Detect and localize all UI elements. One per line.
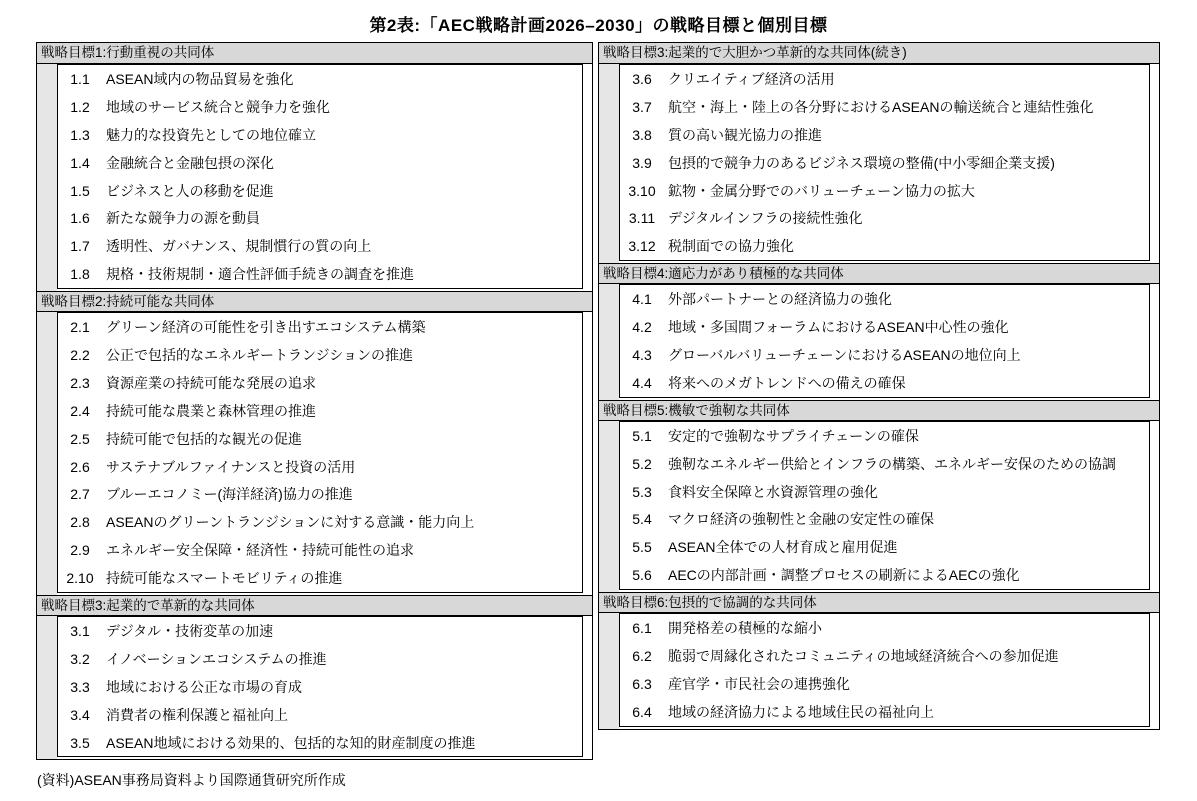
objective-label: グリーン経済の可能性を引き出すエコシステム構築: [106, 319, 426, 336]
objective-row: [620, 478, 1149, 506]
objective-number: 4.1: [632, 291, 652, 308]
objective-label: 強靭なエネルギー供給とインフラの構築、エネルギー安保のための協調: [668, 455, 1116, 472]
objective-number: 1.1: [70, 70, 90, 87]
objective-row: [620, 232, 1149, 260]
objective-number: 2.5: [70, 430, 90, 447]
section-gutter: [37, 616, 57, 759]
objective-label: イノベーションエコシステムの推進: [106, 650, 327, 667]
objective-list: [619, 64, 1150, 261]
objective-number: 1.2: [70, 98, 90, 115]
objective-row: [620, 422, 1149, 450]
objective-number: 5.5: [632, 539, 652, 556]
objective-number: 3.5: [70, 734, 90, 751]
objective-number: 2.3: [70, 374, 90, 391]
section-gutter: [599, 421, 619, 592]
objective-label: マクロ経済の強靭性と金融の安定性の確保: [668, 511, 934, 528]
objective-row: [58, 93, 582, 121]
objective-number: 2.1: [70, 319, 90, 336]
objective-number: 5.3: [632, 483, 652, 500]
objective-row: [620, 614, 1149, 642]
objective-number: 5.1: [632, 427, 652, 444]
objective-number: 4.2: [632, 319, 652, 336]
section-header: 戦略目標1:行動重視の共同体: [37, 43, 592, 64]
objective-number: 1.4: [70, 154, 90, 171]
objective-label: 外部パートナーとの経済協力の強化: [668, 291, 892, 308]
objective-row: [620, 698, 1149, 726]
objective-number: 2.6: [70, 458, 90, 475]
objective-list: [57, 64, 583, 289]
objective-label: 食料安全保障と水資源管理の強化: [668, 483, 878, 500]
objective-row: [58, 425, 582, 453]
objective-label: グローバルバリューチェーンにおけるASEANの地位向上: [668, 346, 1021, 363]
objective-number: 1.7: [70, 238, 90, 255]
objective-row: [620, 450, 1149, 478]
objective-row: [58, 149, 582, 177]
objective-row: [620, 561, 1149, 589]
objective-label: 地域における公正な市場の育成: [106, 678, 302, 695]
objective-number: 1.5: [70, 182, 90, 199]
section-header: 戦略目標2:持続可能な共同体: [37, 291, 592, 312]
objective-label: 航空・海上・陸上の各分野におけるASEANの輸送統合と連結性強化: [668, 98, 1094, 115]
objective-row: [58, 673, 582, 701]
objective-number: 5.4: [632, 511, 652, 528]
objective-row: [58, 341, 582, 369]
objective-label: 持続可能なスマートモビリティの推進: [106, 570, 343, 587]
objective-row: [58, 260, 582, 288]
objective-row: [58, 121, 582, 149]
section-body: [599, 613, 1159, 729]
objective-number: 5.2: [632, 455, 652, 472]
objective-row: [58, 397, 582, 425]
objective-number: 1.3: [70, 126, 90, 143]
section-gutter: [599, 64, 619, 263]
objective-row: [58, 729, 582, 757]
objective-label: 安定的で強靭なサプライチェーンの確保: [668, 427, 919, 444]
objective-label: 消費者の権利保護と福祉向上: [106, 706, 288, 723]
objective-label: 持続可能な農業と森林管理の推進: [106, 402, 316, 419]
objective-number: 2.7: [70, 486, 90, 503]
objective-row: [620, 149, 1149, 177]
objective-number: 3.12: [628, 238, 656, 255]
objective-label: ビジネスと人の移動を促進: [106, 182, 274, 199]
objective-number: 3.4: [70, 706, 90, 723]
objective-label: 規格・技術規制・適合性評価手続きの調査を推進: [106, 266, 414, 283]
objective-number: 1.8: [70, 266, 90, 283]
objective-label: 税制面での協力強化: [668, 238, 794, 255]
table-column-right: [598, 42, 1160, 730]
objective-number: 2.8: [70, 514, 90, 531]
section-header: 戦略目標3:起業的で革新的な共同体: [37, 595, 592, 616]
objective-number: 6.1: [632, 620, 652, 637]
objective-row: [620, 121, 1149, 149]
objective-row: [620, 65, 1149, 93]
objective-number: 1.6: [70, 210, 90, 227]
objective-row: [58, 177, 582, 205]
objective-label: 開発格差の積極的な縮小: [668, 620, 822, 637]
objective-label: 金融統合と金融包摂の深化: [106, 154, 274, 171]
objective-label: 地域のサービス統合と競争力を強化: [106, 98, 330, 115]
objective-label: AECの内部計画・調整プロセスの刷新によるAECの強化: [668, 567, 1020, 584]
objective-label: 地域の経済協力による地域住民の福祉向上: [668, 703, 934, 720]
objective-row: [620, 642, 1149, 670]
objective-label: 魅力的な投資先としての地位確立: [106, 126, 316, 143]
page-title: 第2表:「AEC戦略計画2026–2030」の戦略目標と個別目標: [369, 16, 828, 35]
objective-row: [620, 313, 1149, 341]
objective-list: [57, 312, 583, 593]
objective-label: 質の高い観光協力の推進: [668, 126, 822, 143]
objective-list: [619, 421, 1150, 590]
objective-number: 3.1: [70, 622, 90, 639]
section-gutter: [599, 284, 619, 400]
objective-row: [620, 93, 1149, 121]
objective-number: 3.9: [632, 154, 652, 171]
objective-row: [58, 65, 582, 93]
table-column-left: [36, 42, 593, 760]
objective-row: [58, 313, 582, 341]
objective-list: [619, 613, 1150, 727]
objective-row: [58, 536, 582, 564]
section-body: [37, 312, 592, 595]
objective-label: ASEANのグリーントランジションに対する意識・能力向上: [106, 514, 475, 531]
objective-label: 将来へのメガトレンドへの備えの確保: [668, 374, 906, 391]
objective-label: デジタルインフラの接続性強化: [668, 210, 863, 227]
objective-row: [58, 204, 582, 232]
section-body: [599, 284, 1159, 400]
objective-number: 2.10: [66, 570, 94, 587]
source-note: (資料)ASEAN事務局資料より国際通貨研究所作成: [37, 772, 346, 788]
objective-row: [58, 508, 582, 536]
objective-row: [58, 369, 582, 397]
objective-label: 透明性、ガバナンス、規制慣行の質の向上: [106, 238, 372, 255]
section-header: 戦略目標3:起業的で大胆かつ革新的な共同体(続き): [599, 43, 1159, 64]
objective-label: 新たな競争力の源を動員: [106, 210, 260, 227]
section-header: 戦略目標5:機敏で強靭な共同体: [599, 400, 1159, 421]
objective-label: サステナブルファイナンスと投資の活用: [106, 458, 356, 475]
objective-row: [58, 701, 582, 729]
objective-number: 6.3: [632, 675, 652, 692]
objective-number: 3.10: [628, 182, 656, 199]
section-header: 戦略目標4:適応力があり積極的な共同体: [599, 263, 1159, 284]
objective-label: デジタル・技術変革の加速: [106, 622, 274, 639]
objective-label: ASEAN全体での人材育成と雇用促進: [668, 539, 898, 556]
objective-number: 5.6: [632, 567, 652, 584]
section-gutter: [37, 312, 57, 595]
objective-label: エネルギー安全保障・経済性・持続可能性の追求: [106, 542, 414, 559]
objective-label: ASEAN域内の物品貿易を強化: [106, 70, 294, 87]
objective-number: 2.9: [70, 542, 90, 559]
objective-label: 産官学・市民社会の連携強化: [668, 675, 850, 692]
section-body: [37, 64, 592, 291]
objective-label: 鉱物・金属分野でのバリューチェーン協力の拡大: [668, 182, 975, 199]
objective-list: [619, 284, 1150, 398]
objective-number: 3.8: [632, 126, 652, 143]
objective-row: [620, 670, 1149, 698]
objective-label: 包摂的で競争力のあるビジネス環境の整備(中小零細企業支援): [668, 154, 1055, 171]
objective-row: [620, 177, 1149, 205]
objective-number: 3.7: [632, 98, 652, 115]
objective-row: [58, 480, 582, 508]
objective-row: [58, 453, 582, 481]
objective-row: [620, 341, 1149, 369]
objective-number: 6.2: [632, 647, 652, 664]
objective-number: 3.11: [628, 210, 656, 227]
objective-row: [58, 645, 582, 673]
objective-number: 2.4: [70, 402, 90, 419]
section-gutter: [37, 64, 57, 291]
objective-label: 地域・多国間フォーラムにおけるASEAN中心性の強化: [668, 319, 1009, 336]
objective-row: [620, 505, 1149, 533]
objective-label: 公正で包括的なエネルギートランジションの推進: [106, 346, 414, 363]
section-body: [37, 616, 592, 759]
objective-row: [58, 232, 582, 260]
objective-row: [620, 369, 1149, 397]
objective-number: 2.2: [70, 346, 90, 363]
objective-label: 持続可能で包括的な観光の促進: [106, 430, 302, 447]
objective-label: クリエイティブ経済の活用: [668, 70, 835, 87]
objective-label: ASEAN地域における効果的、包括的な知的財産制度の推進: [106, 734, 476, 751]
section-header: 戦略目標6:包摂的で協調的な共同体: [599, 592, 1159, 613]
section-body: [599, 64, 1159, 263]
objective-number: 3.6: [632, 70, 652, 87]
objective-row: [58, 617, 582, 645]
objective-number: 3.2: [70, 650, 90, 667]
objective-label: 資源産業の持続可能な発展の追求: [106, 374, 316, 391]
objective-row: [58, 564, 582, 592]
objective-label: ブルーエコノミー(海洋経済)協力の推進: [106, 486, 353, 503]
objective-number: 6.4: [632, 703, 652, 720]
section-body: [599, 421, 1159, 592]
section-gutter: [599, 613, 619, 729]
objective-row: [620, 533, 1149, 561]
objective-list: [57, 616, 583, 757]
objective-row: [620, 204, 1149, 232]
objective-label: 脆弱で周縁化されたコミュニティの地域経済統合への参加促進: [668, 647, 1059, 664]
objective-number: 3.3: [70, 678, 90, 695]
objective-number: 4.3: [632, 346, 652, 363]
objective-number: 4.4: [632, 374, 652, 391]
objective-row: [620, 285, 1149, 313]
